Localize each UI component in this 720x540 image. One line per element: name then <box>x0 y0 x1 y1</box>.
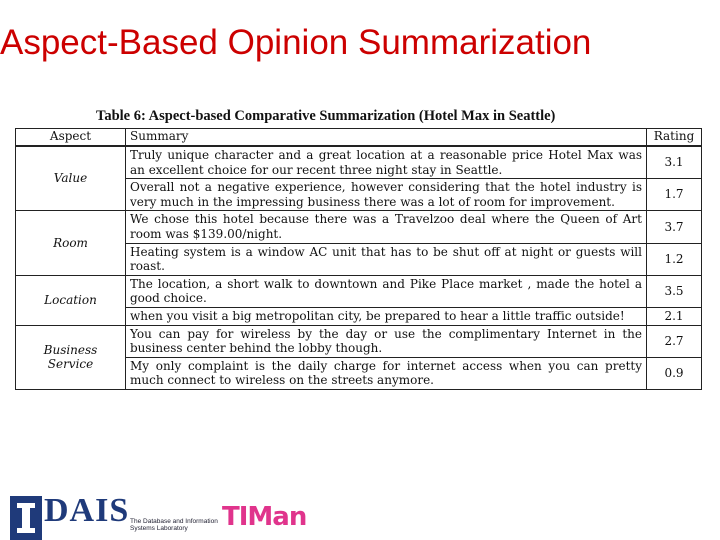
table-row <box>16 211 702 243</box>
rating-cell: 0.9 <box>647 357 702 389</box>
summary-table-container <box>15 128 701 390</box>
summary-table <box>15 128 702 390</box>
table-caption: Table 6: Aspect-based Comparative Summarization (Hotel Max in Seattle) <box>96 108 556 124</box>
summary-header: Summary <box>126 129 647 147</box>
aspect-cell-business-service: Business Service <box>16 325 126 389</box>
summary-cell: My only complaint is the daily charge for internet access when you can pretty much connect to wireless on the streets anymore. <box>126 357 647 389</box>
footer-logos <box>10 492 307 540</box>
rating-cell: 2.7 <box>647 325 702 357</box>
rating-cell: 3.7 <box>647 211 702 243</box>
dais-subtitle: The Database and Information Systems Laboratory <box>130 518 218 532</box>
dais-logo: DAIS <box>44 492 130 529</box>
aspect-cell-value: Value <box>16 146 126 211</box>
summary-cell: Truly unique character and a great location at a reasonable price Hotel Max was an excellent choice for our recent three night stay in Seattle. <box>126 146 647 179</box>
rating-cell: 3.5 <box>647 275 702 307</box>
rating-header: Rating <box>647 129 702 147</box>
slide-title: Aspect-Based Opinion Summarization <box>0 23 592 62</box>
table-row <box>16 275 702 307</box>
summary-cell: You can pay for wireless by the day or use the complimentary Internet in the business center behind the lobby though. <box>126 325 647 357</box>
summary-cell: Heating system is a window AC unit that has to be shut off at night or guests will roast. <box>126 243 647 275</box>
rating-cell: 2.1 <box>647 307 702 325</box>
illinois-logo-icon <box>10 496 42 540</box>
summary-cell: Overall not a negative experience, however considering that the hotel industry is very much in the impressing business there was a lot of room for improvement. <box>126 179 647 211</box>
rating-cell: 1.7 <box>647 179 702 211</box>
aspect-header: Aspect <box>16 129 126 147</box>
rating-cell: 1.2 <box>647 243 702 275</box>
table-row <box>16 325 702 357</box>
rating-cell: 3.1 <box>647 146 702 179</box>
table-row <box>16 146 702 179</box>
timan-logo: TIMan <box>222 502 307 532</box>
aspect-cell-location: Location <box>16 275 126 325</box>
table-header-row <box>16 129 702 147</box>
aspect-cell-room: Room <box>16 211 126 275</box>
summary-cell: when you visit a big metropolitan city, be prepared to hear a little traffic outside! <box>126 307 647 325</box>
summary-cell: The location, a short walk to downtown and Pike Place market , made the hotel a good choice. <box>126 275 647 307</box>
summary-cell: We chose this hotel because there was a Travelzoo deal where the Queen of Art room was $139.00/night. <box>126 211 647 243</box>
